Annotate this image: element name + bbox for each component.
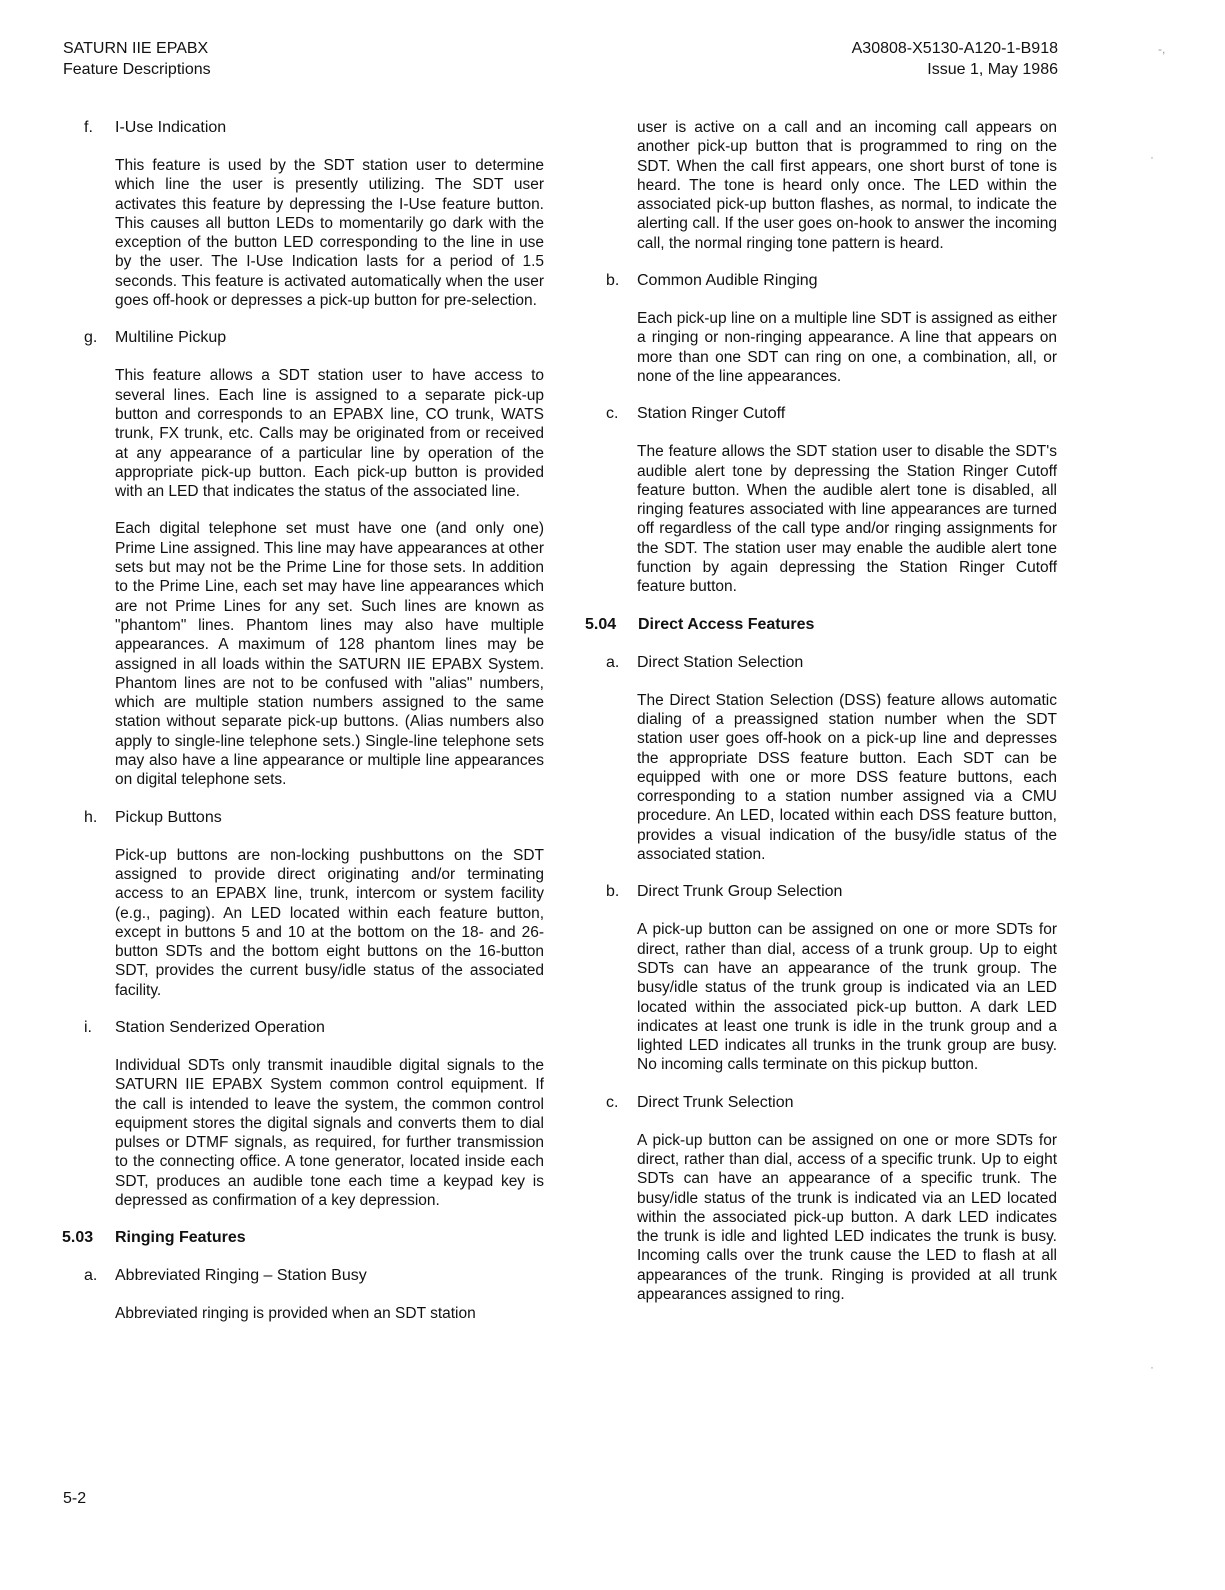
running-header-right [852, 38, 1058, 80]
section-number: 5.03 [62, 1229, 94, 1247]
document-title: SATURN IIE EPABX [63, 40, 209, 57]
item-title: Direct Trunk Selection [637, 1093, 794, 1111]
item-marker: b. [606, 272, 620, 290]
paragraph: Pick-up buttons are non-locking pushbuttons on the SDT assigned to provide direct originating and/or terminating access to an EPABX line, trunk, intercom or system facility (e.g., paging). An LED located within each feature button, except in buttons 5 and 10 at the bottom on the 18- and 26-button SDTs and the bottom eight buttons on the 16-button SDT, provides the current busy/idle status of the associated facility. [115, 846, 544, 999]
item-title: Station Senderized Operation [115, 1018, 325, 1036]
paragraph: user is active on a call and an incoming call appears on another pick-up button that is programmed to ring on the SDT. When the call first appears, one short burst of tone is heard. The tone is heard only once. The LED within the associated pick-up button flashes, as normal, to indicate the alerting call. If the user goes on-hook to answer the incoming call, the normal ringing tone pattern is heard. [637, 119, 1057, 252]
paragraph: Abbreviated ringing is provided when an SDT station [115, 1305, 476, 1323]
item-marker: c. [606, 405, 619, 423]
item-marker: a. [606, 653, 620, 671]
item-pickup-buttons [84, 808, 544, 828]
scan-mark: · [1150, 150, 1154, 164]
item-marker: g. [84, 329, 98, 347]
item-title: Direct Station Selection [637, 653, 804, 671]
section-heading-direct-access-features [585, 615, 1065, 635]
item-direct-trunk-selection [606, 1093, 1065, 1113]
scan-mark: · [1150, 1360, 1154, 1374]
section-title: Direct Access Features [638, 615, 815, 633]
paragraph: Individual SDTs only transmit inaudible digital signals to the SATURN IIE EPABX System common control equipment. If the call is intended to leave the system, the common control equipment stores the digital signals and converts them to dial pulses or DTMF signals, as required, for further transmission to the connecting office. A tone generator, located inside each SDT, produces an audible tone each time a keypad key is depressed as confirmation of a key depression. [115, 1056, 544, 1210]
section-number: 5.04 [585, 615, 617, 633]
item-i-use-indication [84, 118, 544, 138]
item-station-ringer-cutoff [606, 404, 1065, 424]
issue-date: Issue 1, May 1986 [927, 61, 1058, 78]
item-title: Station Ringer Cutoff [637, 405, 786, 423]
scan-mark: -, [1158, 42, 1166, 56]
page-number: 5-2 [63, 1490, 87, 1507]
item-title: Multiline Pickup [115, 329, 227, 347]
paragraph: The Direct Station Selection (DSS) feature allows automatic dialing of a preassigned station number when the SDT station user goes off-hook on a pick-up line and depresses the appropriate DSS feature button. Each SDT can be equipped with one or more DSS feature buttons, each corresponding to a station number assigned via a CMU procedure. An LED, located within each DSS feature button, provides a visual indication of the busy/idle status of the associated station. [637, 691, 1057, 864]
item-marker: c. [606, 1093, 619, 1111]
item-direct-station-selection [606, 653, 1065, 673]
paragraph: A pick-up button can be assigned on one or more SDTs for direct, rather than dial, access of a trunk group. Up to eight SDTs can have an appearance of the trunk group. The busy/idle status of the trunk group is indicated via an LED located within the associated pick-up button. A dark LED indicates at least one trunk is idle in the trunk group and a lighted LED indicates all trunks in the trunk group are busy. No incoming calls terminate on this pickup button. [637, 921, 1057, 1074]
paragraph: This feature allows a SDT station user to have access to several lines. Each line is assigned to a separate pick-up button and corresponds to an EPABX line, CO trunk, WATS trunk, FX trunk, etc. Calls may be originated from or received at any appearance of a particular line by operation of the appropriate pick-up button. Each pick-up button is provided with an LED that indicates the status of the associated line. [115, 367, 544, 501]
section-title: Ringing Features [115, 1229, 246, 1247]
item-title: Common Audible Ringing [637, 272, 818, 290]
item-marker: f. [84, 119, 93, 136]
paragraph: A pick-up button can be assigned on one or more SDTs for direct, rather than dial, access of a specific trunk. Up to eight SDTs can have an appearance of a specific trunk. The busy/idle status of the trunk is indicated via an LED located within the associated pick-up button. A dark LED indicates the trunk is idle and lighted LED indicates the trunk is busy. Incoming calls over the trunk cause the LED to flash at all appearances of the trunk. Ringing is provided at all trunk appearances assigned to ring. [637, 1131, 1057, 1304]
section-heading-ringing-features [62, 1228, 544, 1248]
item-title: Abbreviated Ringing – Station Busy [115, 1267, 367, 1285]
item-title: Pickup Buttons [115, 808, 222, 826]
right-column [585, 118, 1065, 1322]
item-station-senderized-operation [84, 1018, 544, 1038]
item-title: Direct Trunk Group Selection [637, 883, 843, 901]
left-column [62, 118, 544, 1342]
item-marker: i. [84, 1018, 92, 1036]
item-direct-trunk-group-selection [606, 882, 1065, 902]
item-multiline-pickup [84, 328, 544, 348]
running-header-left [63, 38, 211, 80]
item-marker: a. [84, 1267, 98, 1285]
item-marker: h. [84, 808, 98, 826]
paragraph: The feature allows the SDT station user to disable the SDT's audible alert tone by depressing the Station Ringer Cutoff feature button. When the audible alert tone is disabled, all ringing features associated with line appearances are turned off regardless of the call type and/or ringing assignments for the SDT. The station user may enable the audible alert tone function by again depressing the Station Ringer Cutoff feature button. [637, 443, 1057, 596]
paragraph: Each pick-up line on a multiple line SDT is assigned as either a ringing or non-ringing appearance. A line that appears on more than one SDT can ring on one, a combination, all, or none of the line appearances. [637, 310, 1057, 385]
paragraph: This feature is used by the SDT station user to determine which line the user is presently utilizing. The SDT user activates this feature by depressing the I-Use feature button. This causes all button LEDs to momentarily go dark with the exception of the button LED corresponding to the line in use by the user. The I-Use Indication lasts for a period of 1.5 seconds. This feature is activated automatically when the user goes off-hook or depresses a pick-up button for pre-selection. [115, 157, 544, 310]
paragraph: Each digital telephone set must have one (and only one) Prime Line assigned. This line may have appearances at other sets but may not be the Prime Line for those sets. In addition to the Prime Line, each set may have line appearances which are not Prime Lines for any set. Such lines are known as "phantom" lines. Phantom lines may also have multiple appearances. A maximum of 128 phantom lines may be assigned in all loads within the SATURN IIE EPABX System. Phantom lines are not to be confused with "alias" numbers, which are multiple station numbers assigned to the same station without separate pick-up buttons. (Alias numbers also apply to single-line telephone sets.) Single-line telephone sets may also have a line appearance or multiple line appearances on digital telephone sets. [115, 520, 544, 789]
document-subtitle: Feature Descriptions [63, 61, 211, 78]
document-number: A30808-X5130-A120-1-B918 [851, 40, 1058, 57]
item-common-audible-ringing [606, 271, 1065, 291]
item-abbreviated-ringing [84, 1266, 544, 1286]
item-title: I-Use Indication [115, 119, 227, 136]
item-marker: b. [606, 883, 620, 901]
